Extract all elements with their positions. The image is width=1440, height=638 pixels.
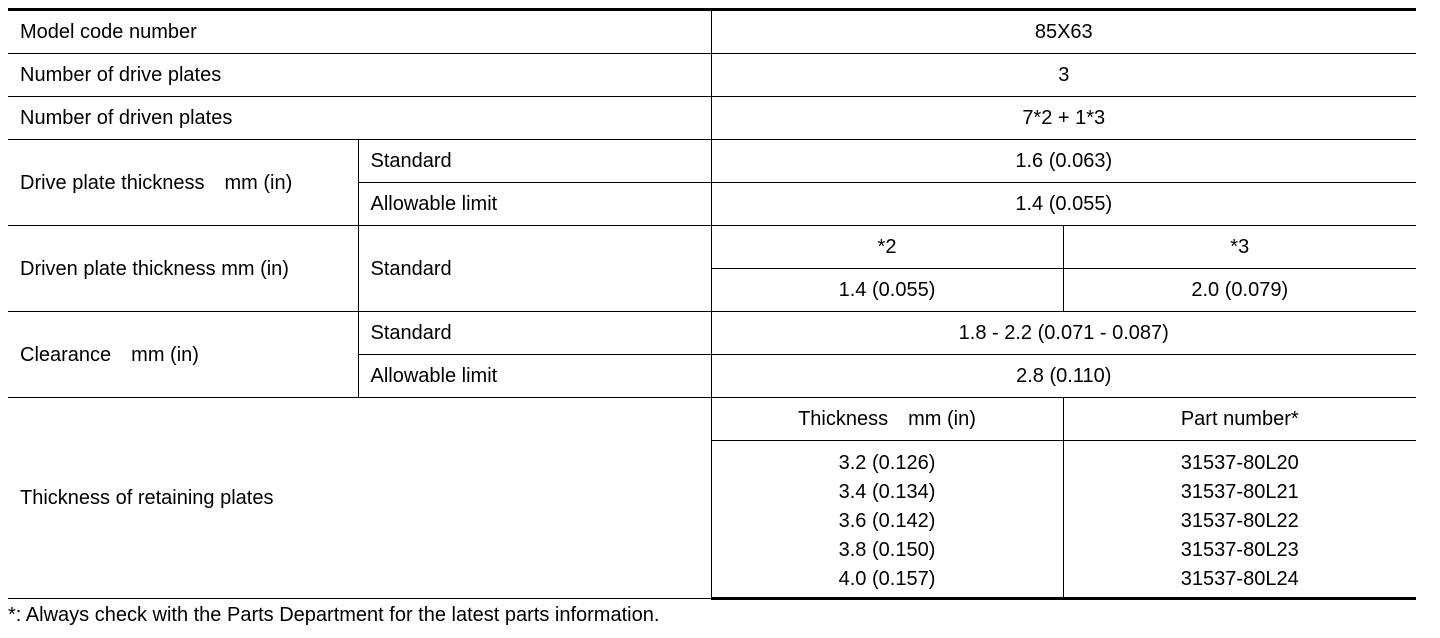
driven-plate-col-a-value: 1.4 (0.055) <box>711 269 1063 312</box>
retaining-thickness-list <box>711 441 1063 599</box>
retaining-thickness-value: 3.2 (0.126) <box>838 452 936 474</box>
clearance-limit-value: 2.8 (0.110) <box>711 355 1416 398</box>
driven-plate-standard-label: Standard <box>358 226 711 312</box>
retaining-thickness-value: 4.0 (0.157) <box>838 568 936 590</box>
retaining-part-number: 31537-80L24 <box>1180 568 1299 590</box>
drive-plates-value: 3 <box>711 54 1416 97</box>
driven-plate-thickness-label: Driven plate thickness mm (in) <box>8 226 358 312</box>
table-row <box>8 140 1416 183</box>
driven-plate-col-b-value: 2.0 (0.079) <box>1063 269 1416 312</box>
table-row <box>8 398 1416 441</box>
drive-plate-thickness-label: Drive plate thickness mm (in) <box>8 140 358 226</box>
retaining-part-number: 31537-80L21 <box>1180 481 1299 503</box>
table-row <box>8 10 1416 54</box>
drive-plates-label: Number of drive plates <box>8 54 711 97</box>
drive-plate-limit-value: 1.4 (0.055) <box>711 183 1416 226</box>
driven-plates-value: 7*2 + 1*3 <box>711 97 1416 140</box>
drive-plate-standard-value: 1.6 (0.063) <box>711 140 1416 183</box>
retaining-thickness-value: 3.6 (0.142) <box>838 510 936 532</box>
drive-plate-standard-label: Standard <box>358 140 711 183</box>
retaining-part-number: 31537-80L22 <box>1180 510 1299 532</box>
drive-plate-limit-label: Allowable limit <box>358 183 711 226</box>
model-code-value: 85X63 <box>711 10 1416 54</box>
retaining-thickness-header: Thickness mm (in) <box>711 398 1063 441</box>
model-code-label: Model code number <box>8 10 711 54</box>
retaining-plates-label: Thickness of retaining plates <box>8 398 711 599</box>
retaining-part-number: 31537-80L20 <box>1180 452 1299 474</box>
retaining-thickness-value: 3.4 (0.134) <box>838 481 936 503</box>
driven-plate-col-b-header: *3 <box>1063 226 1416 269</box>
retaining-thickness-value: 3.8 (0.150) <box>838 539 936 561</box>
specification-table <box>8 8 1416 600</box>
table-row <box>8 312 1416 355</box>
clearance-standard-label: Standard <box>358 312 711 355</box>
clearance-standard-value: 1.8 - 2.2 (0.071 - 0.087) <box>711 312 1416 355</box>
table-row <box>8 97 1416 140</box>
retaining-part-number: 31537-80L23 <box>1180 539 1299 561</box>
table-row <box>8 226 1416 269</box>
driven-plate-col-a-header: *2 <box>711 226 1063 269</box>
footnote: *: Always check with the Parts Department for the latest parts information. <box>8 604 660 626</box>
retaining-part-header: Part number* <box>1063 398 1416 441</box>
clearance-label: Clearance mm (in) <box>8 312 358 398</box>
clearance-limit-label: Allowable limit <box>358 355 711 398</box>
table-row <box>8 54 1416 97</box>
driven-plates-label: Number of driven plates <box>8 97 711 140</box>
retaining-part-list <box>1063 441 1416 599</box>
